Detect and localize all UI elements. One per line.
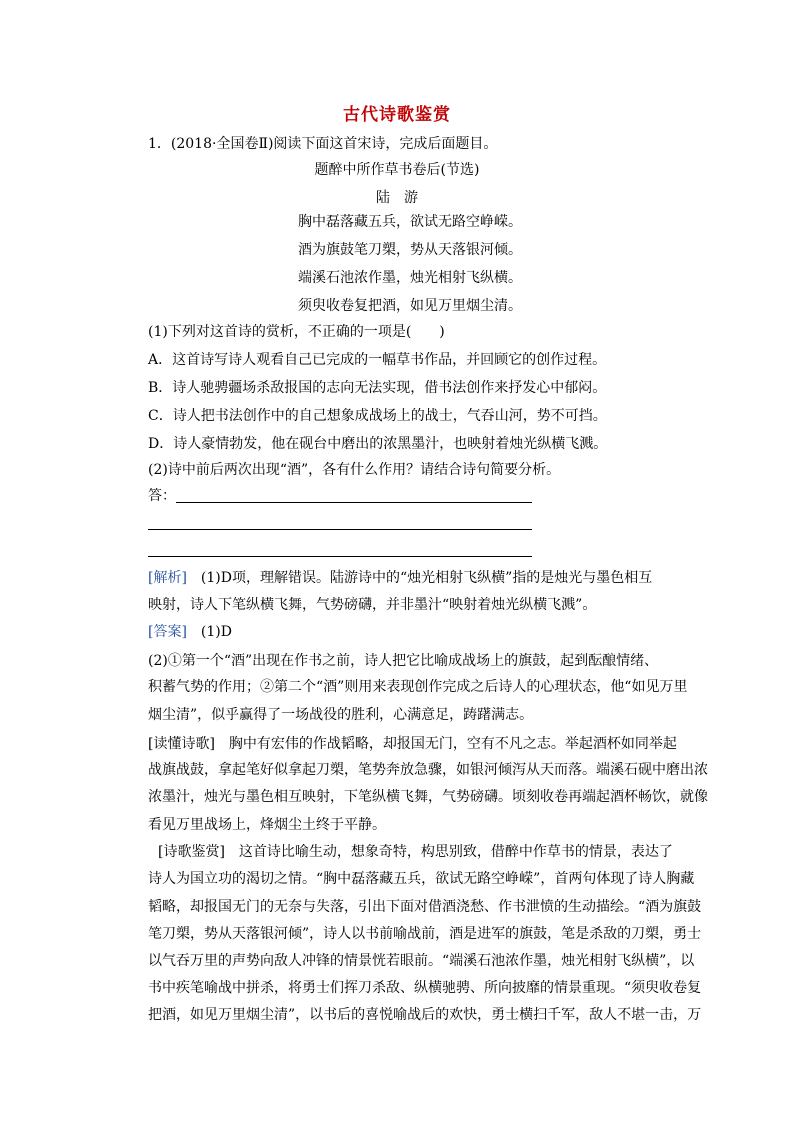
poem-line: 酒为旗鼓笔刀槊，势从天落银河倾。 [298,242,522,258]
answer-text-line: 烟尘清”，似乎赢得了一场战役的胜利，心满意足，踌躇满志。 [148,707,534,723]
answer-text-line: (2)①第一个“酒”出现在作书之前，诗人把它比喻成战场上的旗鼓，起到酝酿情绪、 [148,653,659,669]
poem-line: 端溪石池浓作墨，烛光相射飞纵横。 [298,270,522,286]
appreciation-line: 把酒，如见万里烟尘清”，以书后的喜悦喻战后的欢快，勇士横扫千军，敌人不堪一击，万 [148,1007,702,1023]
reading-line: 看见万里战场上，烽烟尘土终于平静。 [148,817,386,833]
sub-question-1: (1)下列对这首诗的赏析，不正确的一项是( ) [148,324,445,340]
answer-line[interactable] [148,556,532,557]
analysis-tag: [解析] [148,570,187,586]
sub-question-2: (2)诗中前后两次出现“酒”，各有什么作用？请结合诗句简要分析。 [148,462,561,478]
answer-first: (1)D [186,624,232,640]
poem-line: 胸中磊落藏五兵，欲试无路空峥嵘。 [298,214,522,230]
appreciation-line: 诗人为国立功的渴切之情。“胸中磊落藏五兵，欲试无路空峥嵘”，首两句体现了诗人胸藏 [148,871,695,887]
option-d: D．诗人豪情勃发，他在砚台中磨出的浓黑墨汁，也映射着烛光纵横飞溅。 [148,436,608,452]
appreciation-line: 以气吞万里的声势向敌人冲锋的情景恍若眼前。“端溪石池浓作墨，烛光相射飞纵横”，以 [148,953,695,969]
analysis-line-2: 映射，诗人下笔纵横飞舞，气势磅礴，并非墨汁“映射着烛光纵横飞溅”。 [148,597,597,613]
question-stem: 1．(2018·全国卷Ⅱ)阅读下面这首宋诗，完成后面题目。 [148,136,498,152]
analysis-line-1 [148,568,652,588]
appreciation-line: 笔刀槊，势从天落银河倾”，诗人以书前喻战前，酒是进军的旗鼓，笔是杀敌的刀槊，勇士 [148,926,702,942]
answer-line[interactable] [148,529,532,530]
appreciation-line: 书中疾笔喻战中拼杀，将勇士们挥刀杀敌、纵横驰骋、所向披靡的情景重现。“须臾收卷复 [148,980,702,996]
answer-prefix: 答： [148,488,176,504]
poem-line: 须臾收卷复把酒，如见万里烟尘清。 [298,298,522,314]
page-title: 古代诗歌鉴赏 [343,105,451,125]
option-a: A．这首诗写诗人观看自己已完成的一幅草书作品，并回顾它的创作过程。 [148,352,607,368]
reading-line: 战旗战鼓，拿起笔好似拿起刀槊，笔势奔放急骤，如银河倾泻从天而落。端溪石砚中磨出浓 [148,762,708,778]
analysis-text: (1)D项，理解错误。陆游诗中的“烛光相射飞纵横”指的是烛光与墨色相互 [186,570,653,586]
option-b: B．诗人驰骋疆场杀敌报国的志向无法实现，借书法创作来抒发心中郁闷。 [148,380,607,396]
poem-author: 陆 游 [376,190,418,206]
answer-text-line: 积蓄气势的作用；②第二个“酒”则用来表现创作完成之后诗人的心理状态，他“如见万里 [148,679,688,695]
reading-line: [读懂诗歌] 胸中有宏伟的作战韬略，却报国无门，空有不凡之志。举起酒杯如同举起 [148,736,677,752]
poem-title: 题醉中所作草书卷后(节选) [314,162,480,178]
option-c: C．诗人把书法创作中的自己想象成战场上的战士，气吞山河，势不可挡。 [148,408,607,424]
reading-line: 浓墨汁，烛光与墨色相互映射，下笔纵横飞舞，气势磅礴。顷刻收卷再端起酒杯畅饮，就像 [148,789,708,805]
appreciation-line: [诗歌鉴赏] 这首诗比喻生动，想象奇特，构思别致，借醉中作草书的情景，表达了 [158,844,673,860]
answer-line[interactable] [176,502,532,503]
answer-tag: [答案] [148,624,187,640]
appreciation-line: 韬略，却报国无门的无奈与失落，引出下面对借酒浇愁、作书泄愤的生动描绘。“酒为旗鼓 [148,899,702,915]
answer-line-1 [148,622,232,642]
